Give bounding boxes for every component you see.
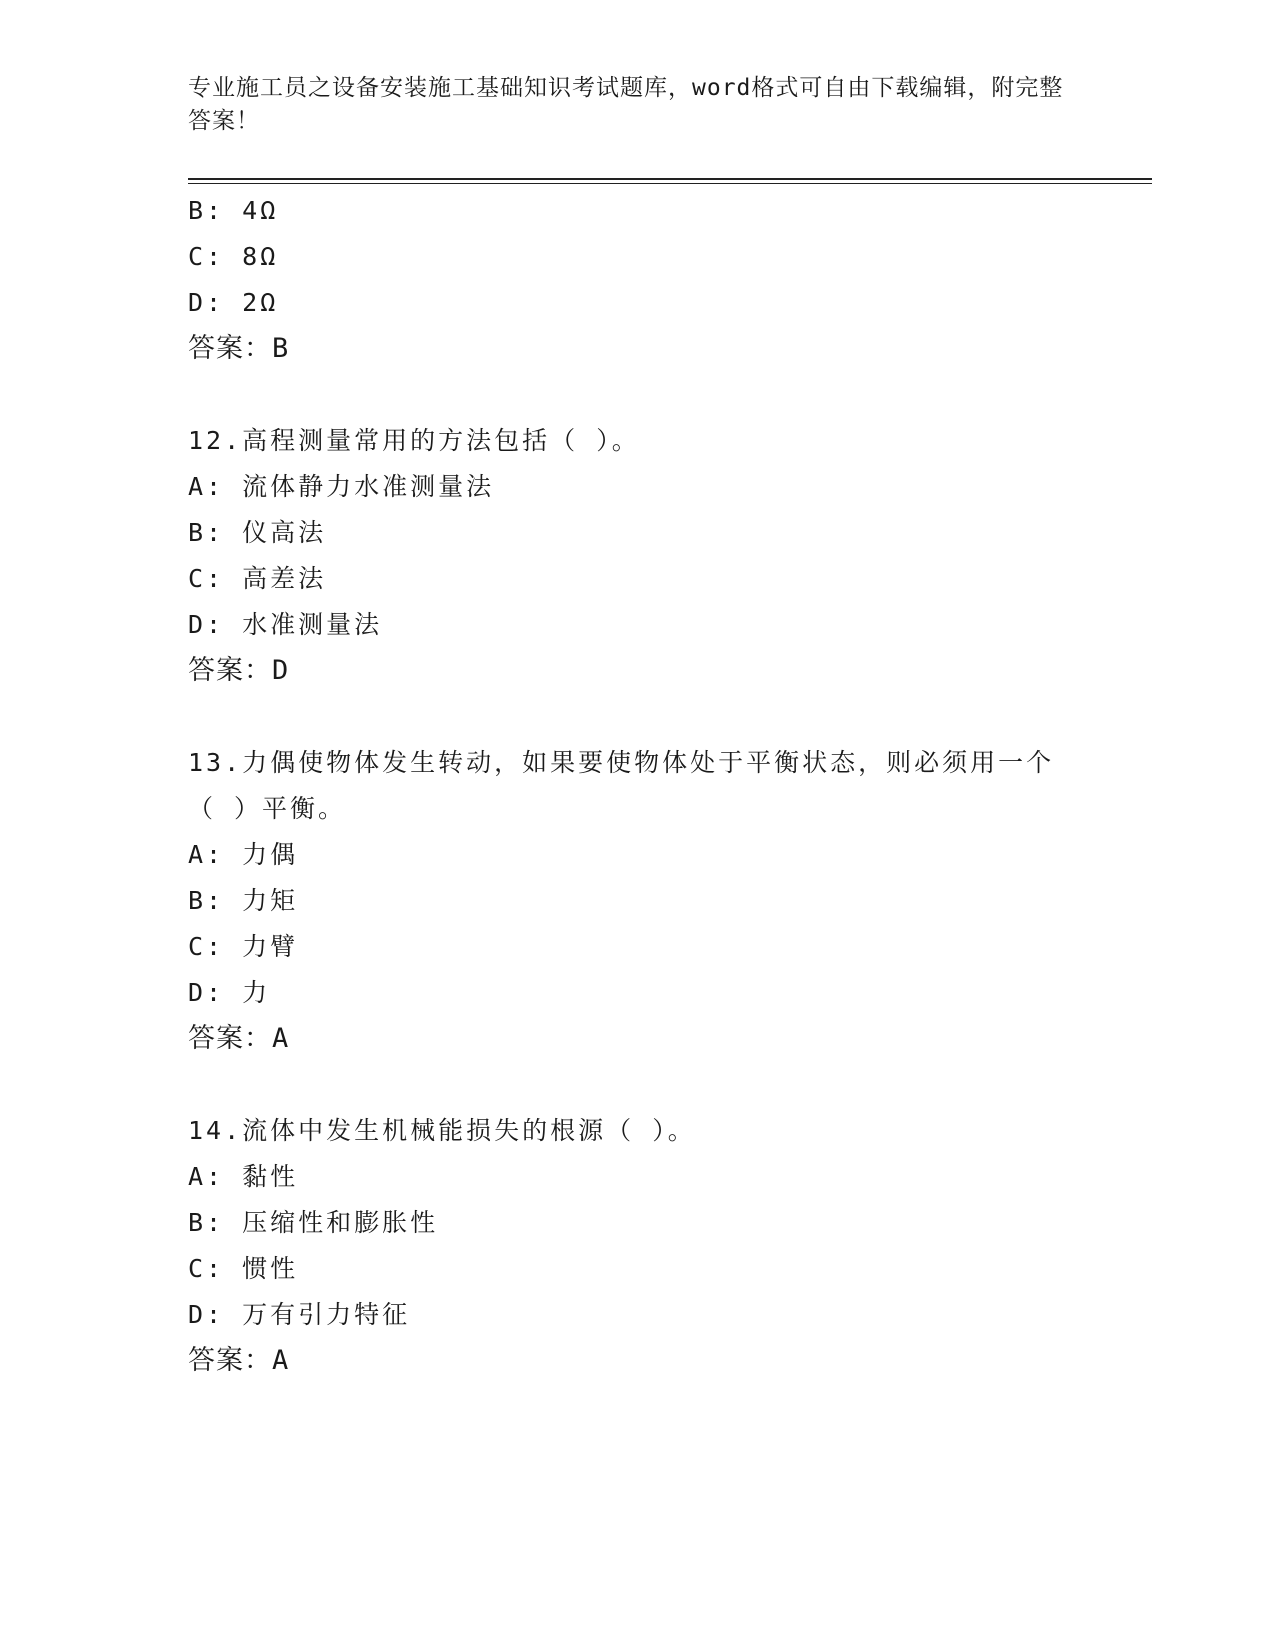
- option-c: C: 力臂: [188, 932, 299, 961]
- question-13: [188, 740, 1088, 1062]
- option-d: D: 2Ω: [188, 288, 279, 317]
- question-stem: 14.流体中发生机械能损失的根源（ ）。: [188, 1116, 696, 1145]
- header-rule: [188, 178, 1152, 180]
- option-a: A: 流体静力水准测量法: [188, 472, 495, 501]
- option-d: D: 水准测量法: [188, 610, 383, 639]
- option-c: C: 8Ω: [188, 242, 279, 271]
- option-b: B: 4Ω: [188, 196, 279, 225]
- question-stem: 13.力偶使物体发生转动，如果要使物体处于平衡状态，则必须用一个（ ）平衡。: [188, 748, 1055, 823]
- option-c: C: 惯性: [188, 1254, 299, 1283]
- question-14: [188, 1108, 1088, 1384]
- option-c: C: 高差法: [188, 564, 327, 593]
- answer: 答案：A: [188, 1345, 290, 1376]
- option-b: B: 仪高法: [188, 518, 327, 547]
- document-header: 专业施工员之设备安装施工基础知识考试题库，word格式可自由下载编辑，附完整答案！: [188, 75, 1064, 134]
- question-11-continued: [188, 188, 1088, 372]
- option-b: B: 力矩: [188, 886, 299, 915]
- option-d: D: 万有引力特征: [188, 1300, 411, 1329]
- answer: 答案：D: [188, 655, 290, 686]
- question-content: [188, 188, 1088, 1384]
- option-a: A: 力偶: [188, 840, 299, 869]
- answer: 答案：B: [188, 333, 290, 364]
- question-12: [188, 418, 1088, 694]
- answer: 答案：A: [188, 1023, 290, 1054]
- question-stem: 12.高程测量常用的方法包括（ ）。: [188, 426, 640, 455]
- header-rule-thin: [188, 183, 1152, 184]
- option-a: A: 黏性: [188, 1162, 299, 1191]
- option-d: D: 力: [188, 978, 271, 1007]
- option-b: B: 压缩性和膨胀性: [188, 1208, 439, 1237]
